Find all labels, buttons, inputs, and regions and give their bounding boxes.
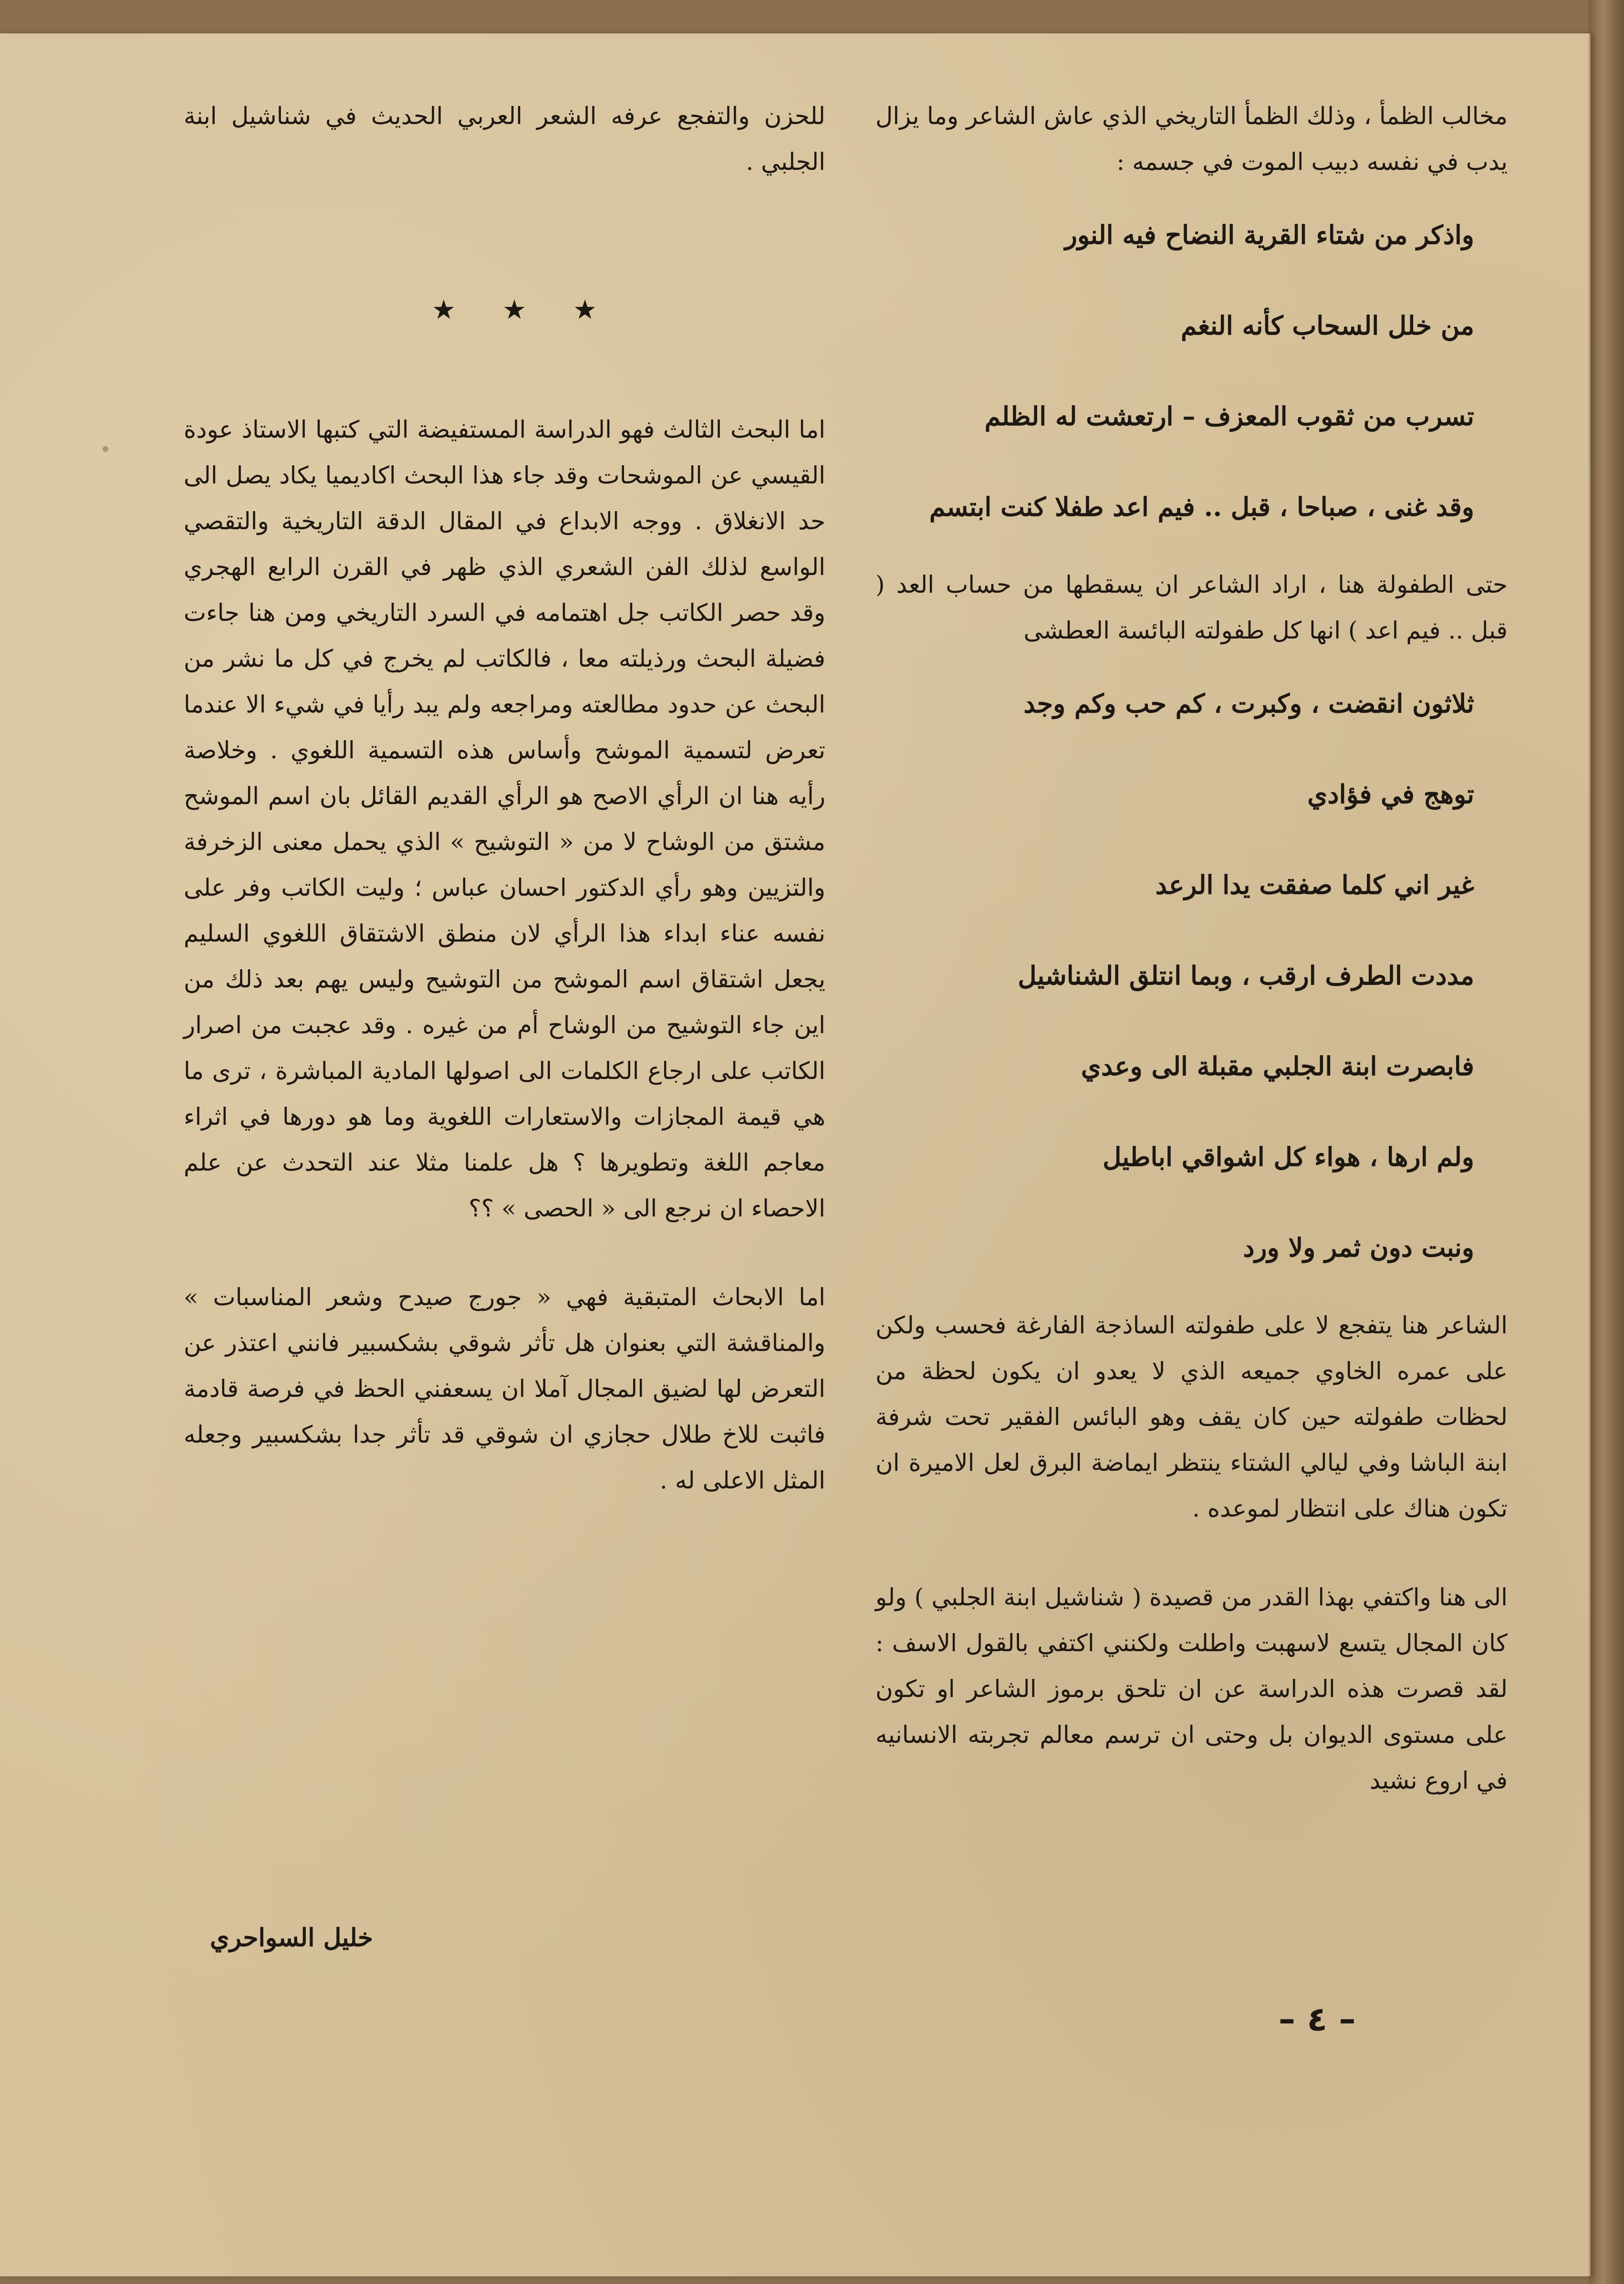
paper-speck	[103, 446, 108, 452]
left-paragraph-1: اما البحث الثالث فهو الدراسة المستفيضة التي كتبها الاستاذ عودة القيسي عن الموشحات وقد جاء هذا البحث اكاديميا يكاد يصل الى حد الانغلاق . ووجه الابداع في المقال الدقة التاريخية والتقصي الواسع لذلك الفن الشعري الذي ظهر في القرن الرابع الهجري وقد حصر الكاتب جل اهتمامه في السرد التاريخي ومن هنا جاءت فضيلة البحث ورذيلته معا ، فالكاتب لم يخرج في كل ما نشر من البحث عن حدود مطالعته ومراجعه ولم يبد رأيا في شيء الا عندما تعرض لتسمية الموشح وأساس هذه التسمية اللغوي . وخلاصة رأيه هنا ان الرأي الاصح هو الرأي القديم القائل بان اسم الموشح مشتق من الوشاح لا من « التوشيح » الذي يحمل معنى الزخرفة والتزيين وهو رأي الدكتور احسان عباس ؛ وليت الكاتب وفر على نفسه عناء ابداء هذا الرأي لان منطق الاشتقاق اللغوي السليم يجعل اشتقاق اسم الموشح من التوشيح وليس يهم بعد ذلك من اين جاء التوشيح من الوشاح أم من غيره . وقد عجبت من اصرار الكاتب على ارجاع الكلمات الى اصولها المادية المباشرة ، ترى ما هي قيمة المجازات والاستعارات اللغوية وما هو دورها في اثراء معاجم اللغة وتطويرها ؟ هل علمنا مثلا عند التحدث عن علم الاحصاء ان نرجع الى « الحصى » ؟؟	[184, 416, 825, 1222]
verse-line: ثلاثون انقضت ، وكبرت ، كم حب وكم وجد	[1023, 688, 1474, 719]
verse-line: مددت الطرف ارقب ، وبما انتلق الشناشيل	[1018, 960, 1474, 991]
paragraph-gap	[184, 1231, 825, 1274]
section-separator-stars: ★ ★ ★	[432, 294, 616, 325]
verse-line: تسرب من ثقوب المعزف – ارتعشت له الظلم	[984, 401, 1474, 431]
verse-line: توهج في فؤادي	[1307, 779, 1474, 809]
verse-line: واذكر من شتاء القرية النضاح فيه النور	[1064, 220, 1474, 250]
verse-line: من خلل السحاب كأنه النغم	[1180, 310, 1474, 341]
right-intro-paragraph: مخالب الظمأ ، وذلك الظمأ التاريخي الذي عاش الشاعر وما يزال يدب في نفسه دبيب الموت في جسمه :	[875, 102, 1508, 176]
verse-line: ولم ارها ، هواء كل اشواقي اباطيل	[1103, 1142, 1474, 1172]
page-number: – ٤ –	[1279, 2000, 1356, 2039]
right-paragraph-2: الشاعر هنا يتفجع لا على طفولته الساذجة الفارغة فحسب ولكن على عمره الخاوي جميعه الذي لا يعدو ان يكون لحظة من لحظات طفولته حين كان يقف وهو البائس الفقير تحت شرفة ابنة الباشا وفي ليالي الشتاء ينتظر ايماضة البرق لعل الاميرة ان تكون هناك على انتظار لموعده .	[875, 1311, 1508, 1522]
verse-line: غير اني كلما صفقت يدا الرعد	[1155, 870, 1474, 900]
verse-block-1	[875, 189, 1508, 552]
right-paragraph-1: حتى الطفولة هنا ، اراد الشاعر ان يسقطها من حساب العد ( قبل .. فيم اعد ) انها كل طفولته البائسة العطشى	[875, 571, 1508, 644]
verse-line: وقد غنى ، صباحا ، قبل .. فيم اعد طفلا كنت ابتسم	[929, 492, 1474, 522]
verse-line: فابصرت ابنة الجلبي مقبلة الى وعدي	[1081, 1051, 1474, 1081]
verse-line: ونبت دون ثمر ولا ورد	[1243, 1232, 1474, 1263]
left-intro-paragraph: للحزن والتفجع عرفه الشعر العربي الحديث في شناشيل ابنة الجلبي .	[184, 102, 825, 176]
author-signature: خليل السواحري	[210, 1923, 374, 1952]
left-paragraph-2: اما الابحاث المتبقية فهي « جورج صيدح وشعر المناسبات » والمناقشة التي بعنوان هل تأثر شوقي بشكسبير فانني اعتذر عن التعرض لها لضيق المجال آملا ان يسعفني الحظ في فرصة قادمة فاثبت للاخ طلال حجازي ان شوقي قد تأثر جدا بشكسبير وجعله المثل الاعلى له .	[184, 1283, 825, 1494]
left-column	[184, 93, 825, 1503]
paragraph-gap	[875, 1531, 1508, 1574]
verse-block-2	[875, 658, 1508, 1293]
right-paragraph-3: الى هنا واكتفي بهذا القدر من قصيدة ( شناشيل ابنة الجلبي ) ولو كان المجال يتسع لاسهبت واطلت ولكنني اكتفي بالقول الاسف : لقد قصرت هذه الدراسة عن ان تلحق برموز الشاعر او تكون على مستوى الديوان بل وحتى ان ترسم معالم تجربته الانسانيه في اروع نشيد	[875, 1583, 1508, 1794]
right-column	[875, 93, 1508, 1803]
page-edge-background	[1589, 0, 1624, 2284]
